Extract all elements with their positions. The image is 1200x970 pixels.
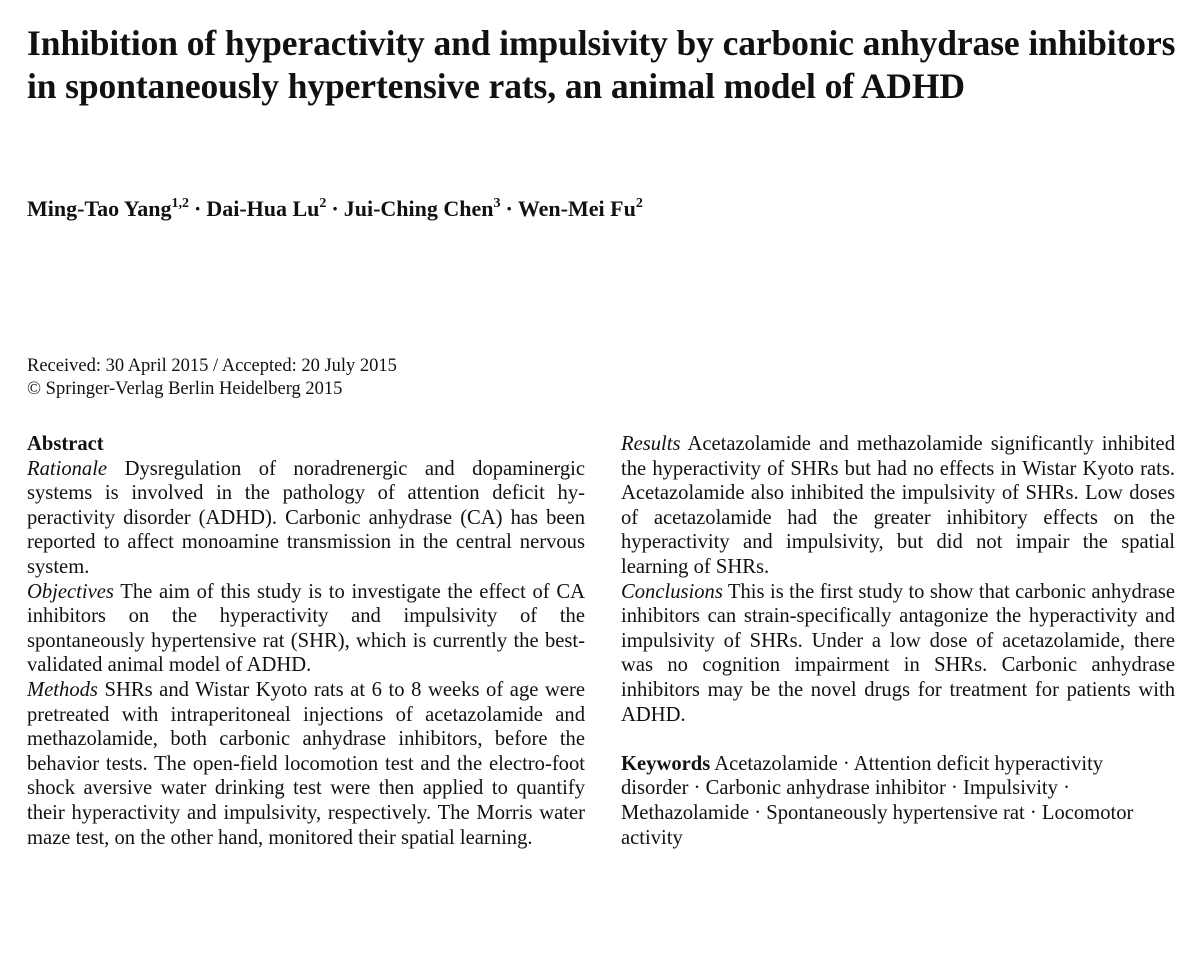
section-label: Results <box>621 433 681 455</box>
abstract-rationale <box>27 457 585 580</box>
abstract-results <box>621 432 1175 580</box>
author-separator: · <box>193 196 202 221</box>
abstract-methods <box>27 678 585 850</box>
author-name: Ming-Tao Yang <box>27 196 172 221</box>
keywords-label: Keywords <box>621 752 711 775</box>
copyright-notice: © Springer-Verlag Berlin Heidelberg 2015 <box>27 379 343 399</box>
author-affiliation: 1,2 <box>171 196 189 211</box>
author-affiliation: 3 <box>493 196 501 211</box>
keywords-block <box>621 752 1175 850</box>
abstract-heading: Abstract <box>27 433 104 455</box>
paper-title: Inhibition of hyperactivity and impulsivity by carbonic anhydrase inhibitors in spontaneously hypertensive rats, an animal model of ADHD <box>27 23 1176 106</box>
keywords-text: Acetazolamide · Attention deficit hyperactivity disorder · Carbonic anhydrase inhibitor · Impulsivity · Methazolamide · Spontaneously hypertensive rat · Locomotor activity <box>621 752 1134 849</box>
author-affiliation: 2 <box>635 196 643 211</box>
author-affiliation: 2 <box>319 196 327 211</box>
author-name: Dai-Hua Lu <box>206 196 320 221</box>
author-name: Jui-Ching Chen <box>343 196 494 221</box>
section-label: Conclusions <box>621 580 723 603</box>
section-text: The aim of this study is to investigate the effect of CA inhibitors on the hyperactivity and impulsivity of the spontaneously hypertensive rat (SHR), which is currently the best-validated animal model of ADHD. <box>27 580 585 677</box>
abstract-right-column <box>621 432 1175 850</box>
section-text: This is the first study to show that carbonic anhydrase inhibitors can strain-specifically antagonize the hyperactivity and impulsivity of SHRs. Under a low dose of acetazolamide, there was no cognition impairment in SHRs. Carbonic anhydrase inhibitors may be the novel drugs for treatment for patients with ADHD. <box>621 580 1175 726</box>
section-label: Rationale <box>27 457 108 480</box>
author-separator: · <box>505 196 513 221</box>
received-accepted-dates: Received: 30 April 2015 / Accepted: 20 July 2015 <box>27 356 397 376</box>
author-name: Wen-Mei Fu <box>517 196 636 221</box>
section-text: Dysregulation of noradrenergic and dopaminergic systems is involved in the pathology of attention deficit hyperactivity disorder (ADHD). Carbonic anhydrase (CA) has been reported to affect monoamine transmission in the central nervous system. <box>27 457 585 578</box>
abstract-conclusions <box>621 580 1175 728</box>
section-label: Methods <box>27 678 98 701</box>
abstract-left-column <box>27 432 585 850</box>
author-list <box>27 194 1187 228</box>
section-label: Objectives <box>27 580 114 603</box>
publication-dates <box>27 355 727 401</box>
section-text: Acetazolamide and methazolamide significantly inhibited the hyperactivity of SHRs but had no effects in Wistar Kyoto rats. Acetazolamide also inhibited the impulsivity of SHRs. Low doses of acetazolamide had the greater inhibitory effects on the hyperactivity and impulsivity, but did not impair the spatial learning of SHRs. <box>621 433 1175 578</box>
abstract-objectives <box>27 580 585 678</box>
author-separator: · <box>331 196 339 221</box>
section-text: SHRs and Wistar Kyoto rats at 6 to 8 weeks of age were pretreated with intraperitoneal injections of acetazolamide and methazolamide, both carbonic anhydrase inhibitors, before the behavior tests. The open-field locomotion test and the electro-foot shock aversive water drinking test were then applied to quantify their hyperactivity and impulsivity, respectively. The Morris water maze test, on the other hand, monitored their spatial learning. <box>27 678 585 849</box>
